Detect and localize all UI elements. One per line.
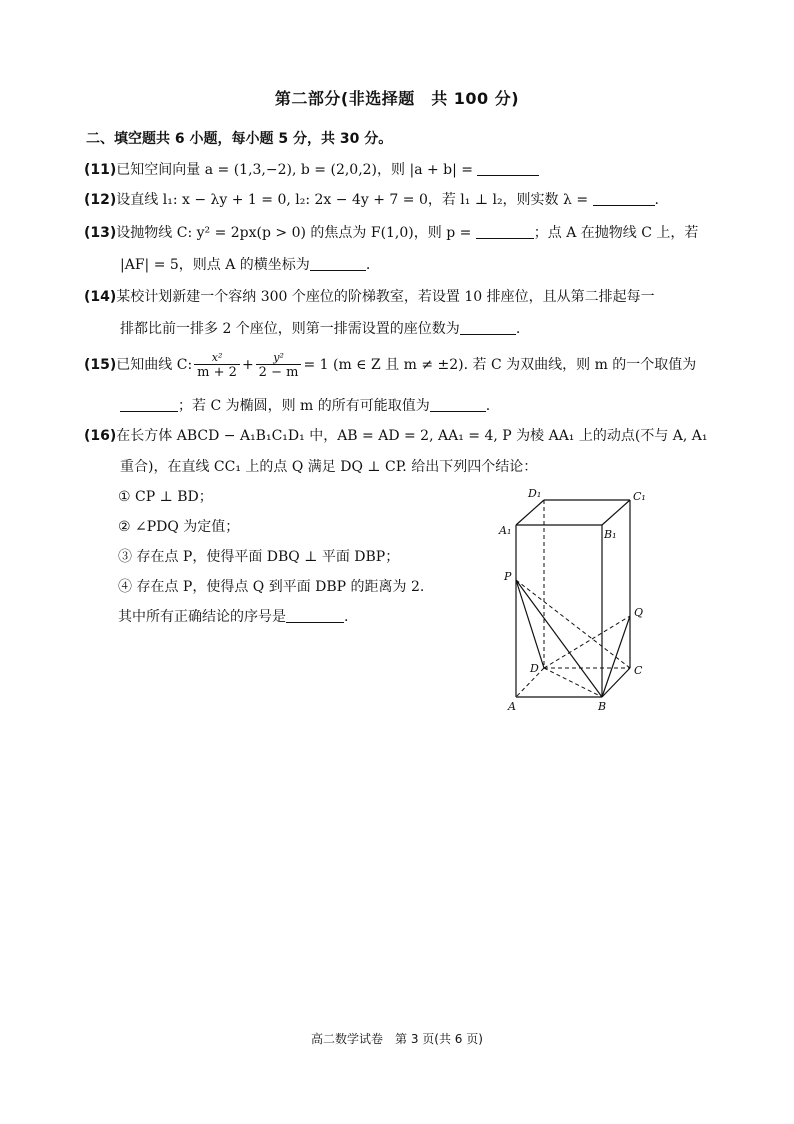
question-end: . [515,321,521,337]
conclusion-item-4: ④ 存在点 P，使得点 Q 到平面 DBP 的距离为 2. [118,579,425,595]
question-text: = 1 (m ∈ Z 且 m ≠ ±2). 若 C 为双曲线，则 m 的一个取值为 [303,357,697,373]
question-text: 重合)，在直线 CC₁ 上的点 Q 满足 DQ ⊥ CP. 给出下列四个结论： [120,459,538,475]
question-15 [84,346,696,384]
segment-PB [516,580,602,697]
question-number: (14) [84,289,117,305]
question-number: (11) [84,162,117,178]
label-C: C [634,664,643,677]
answer-blank [286,606,344,623]
question-end: . [654,192,659,208]
label-D: D [530,662,539,675]
segment-DB-hidden [544,668,602,697]
answer-blank [593,189,655,206]
label-B: B [598,700,607,713]
edge-CB [602,668,630,697]
question-number: (12) [84,192,117,208]
edge-C1B1 [602,500,630,525]
question-end: . [485,398,491,414]
label-C1: C₁ [633,490,646,503]
label-Q: Q [634,606,644,619]
label-A1: A₁ [499,524,512,537]
answer-blank [477,159,539,176]
fraction-denominator: 2 − m [256,364,302,380]
question-text: 已知曲线 C: [116,357,193,373]
segment-DQ-hidden [544,616,630,668]
label-D1: D₁ [528,487,542,500]
cuboid-figure [490,480,680,716]
question-end: . [344,609,349,625]
answer-blank [310,254,366,271]
question-end: . [365,257,371,273]
question-text: 已知空间向量 a = (1,3,−2), b = (2,0,2)，则 |a + b| = [116,162,478,178]
question-16-line2 [120,455,537,479]
question-15-line2 [120,394,490,418]
segment-PC-hidden [516,580,630,668]
segment-QB [602,616,630,697]
question-11 [84,158,539,182]
section-heading: 二、填空题共 6 小题，每小题 5 分，共 30 分。 [86,131,393,147]
cuboid-diagram [490,480,680,716]
question-text: 设抛物线 C: y² = 2px(p > 0) 的焦点为 F(1,0)，则 p = [116,225,476,241]
question-14-line2 [120,317,520,341]
question-text: |AF| = 5，则点 A 的横坐标为 [120,257,310,273]
question-number: (16) [84,428,117,444]
fraction-denominator: m + 2 [194,364,240,380]
question-text: 在长方体 ABCD − A₁B₁C₁D₁ 中，AB = AD = 2, AA₁ = 4, P 为棱 AA₁ 上的动点(不与 A, A₁ [116,428,708,444]
question-text: ；若 C 为椭圆，则 m 的所有可能取值为 [178,398,430,414]
fraction-numerator: x² [211,350,223,364]
segment-PD [516,580,544,668]
fraction-y [256,351,302,380]
part-title: 第二部分(非选择题 共 100 分) [274,89,520,108]
question-text: ；点 A 在抛物线 C 上，若 [533,225,699,241]
edge-D1A1 [516,500,544,525]
question-number: (13) [84,225,117,241]
answer-blank [460,318,516,335]
answer-blank [430,395,486,412]
label-P: P [504,570,512,583]
question-text: 设直线 l₁: x − λy + 1 = 0, l₂: 2x − 4y + 7 = 0，若 l₁ ⊥ l₂，则实数 λ = [116,192,593,208]
question-13 [84,221,698,245]
question-14 [84,285,655,309]
conclusion-item-1: ① CP ⊥ BD； [118,489,213,505]
conclusion-line [118,606,348,628]
question-16 [84,424,708,448]
question-number: (15) [84,357,117,373]
fraction-numerator: y² [273,350,284,364]
question-12 [84,188,659,212]
conclusion-item-3: ③ 存在点 P，使得平面 DBQ ⊥ 平面 DBP； [118,549,400,565]
label-B1: B₁ [604,528,617,541]
question-text: 排都比前一排多 2 个座位，则第一排需设置的座位数为 [120,321,460,337]
answer-blank [476,222,534,239]
label-A: A [508,700,516,713]
question-13-line2 [120,253,370,277]
plus-sign: + [241,357,254,373]
question-text: 某校计划新建一个容纳 300 个座位的阶梯教室，若设置 10 排座位，且从第二排起每一 [116,289,655,305]
conclusion-text: 其中所有正确结论的序号是 [118,609,286,625]
answer-blank [120,395,178,412]
fraction-x [194,351,240,380]
conclusion-item-2: ② ∠PDQ 为定值； [118,519,240,535]
page-footer: 高二数学试卷 第 3 页(共 6 页) [311,1032,483,1046]
